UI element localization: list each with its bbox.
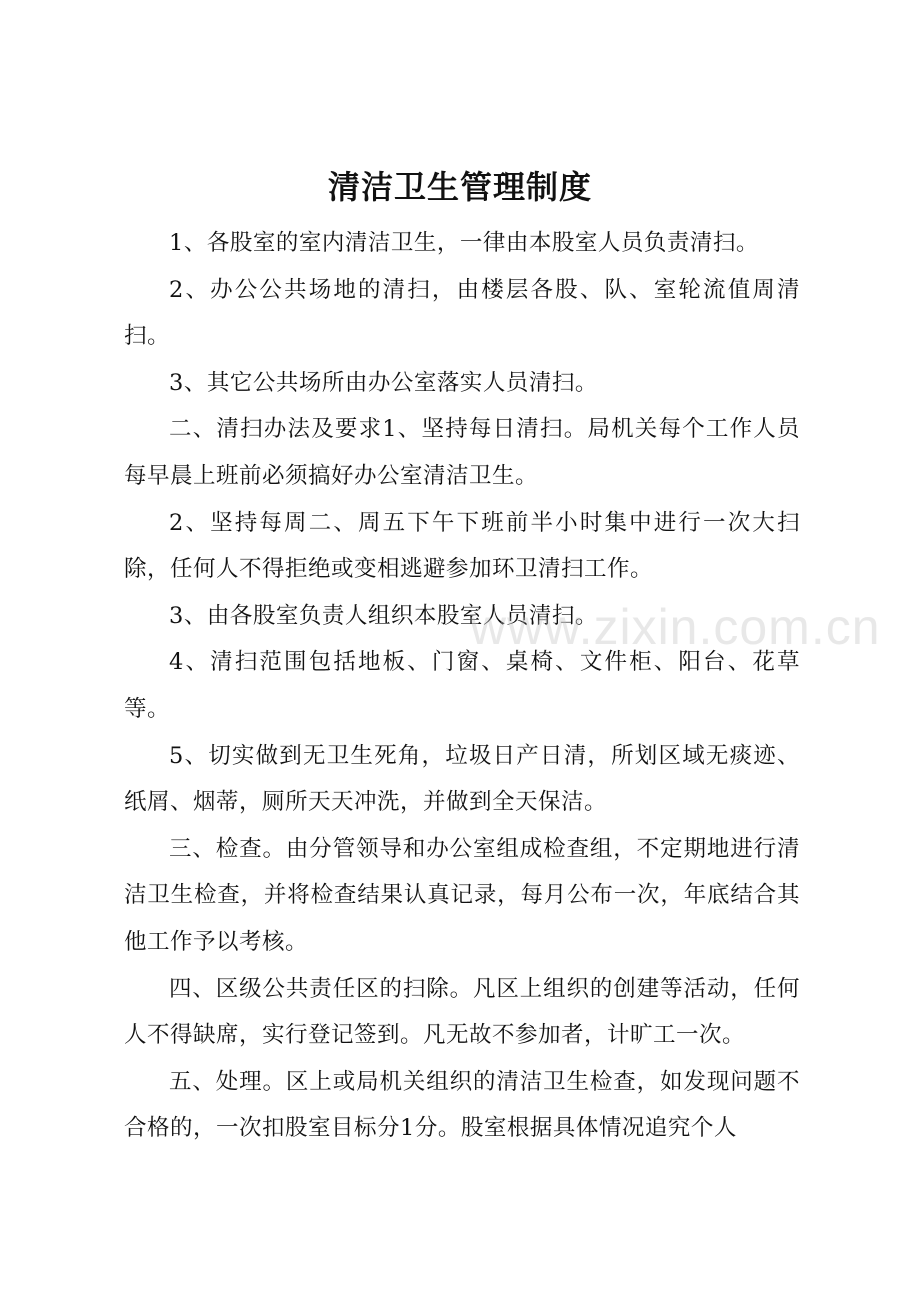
document-body [124,220,800,1152]
paragraph: 二、清扫办法及要求1、坚持每日清扫。局机关每个工作人员每早晨上班前必须搞好办公室清洁卫生。 [124,416,800,489]
paragraph: 3、由各股室负责人组织本股室人员清扫。 [169,602,598,629]
document-title: 清洁卫生管理制度 [327,168,592,206]
paragraph: 2、坚持每周二、周五下午下班前半小时集中进行一次大扫除，任何人不得拒绝或变相逃避参加环卫清扫工作。 [124,509,800,583]
paragraph: 5、切实做到无卫生死角，垃圾日产日清，所划区域无痰迹、纸屑、烟蒂，厕所天天冲洗，并做到全天保洁。 [124,742,800,816]
paragraph: 3、其它公共场所由办公室落实人员清扫。 [169,369,598,396]
paragraph: 三、检查。由分管领导和办公室组成检查组，不定期地进行清洁卫生检查，并将检查结果认真记录，每月公布一次，年底结合其他工作予以考核。 [124,835,800,955]
paragraph: 四、区级公共责任区的扫除。凡区上组织的创建等活动，任何人不得缺席，实行登记签到。凡无故不参加者，计旷工一次。 [124,975,800,1049]
paragraph: 2、办公公共场地的清扫，由楼层各股、队、室轮流值周清扫。 [124,276,800,350]
watermark: www.zixin.com.cn [470,599,881,655]
paragraph: 4、清扫范围包括地板、门窗、桌椅、文件柜、阳台、花草等。 [124,649,800,722]
paragraph: 1、各股室的室内清洁卫生，一律由本股室人员负责清扫。 [169,230,759,256]
paragraph: 五、处理。区上或局机关组织的清洁卫生检查，如发现问题不合格的，一次扣股室目标分1分。股室根据具体情况追究个人 [124,1068,800,1142]
